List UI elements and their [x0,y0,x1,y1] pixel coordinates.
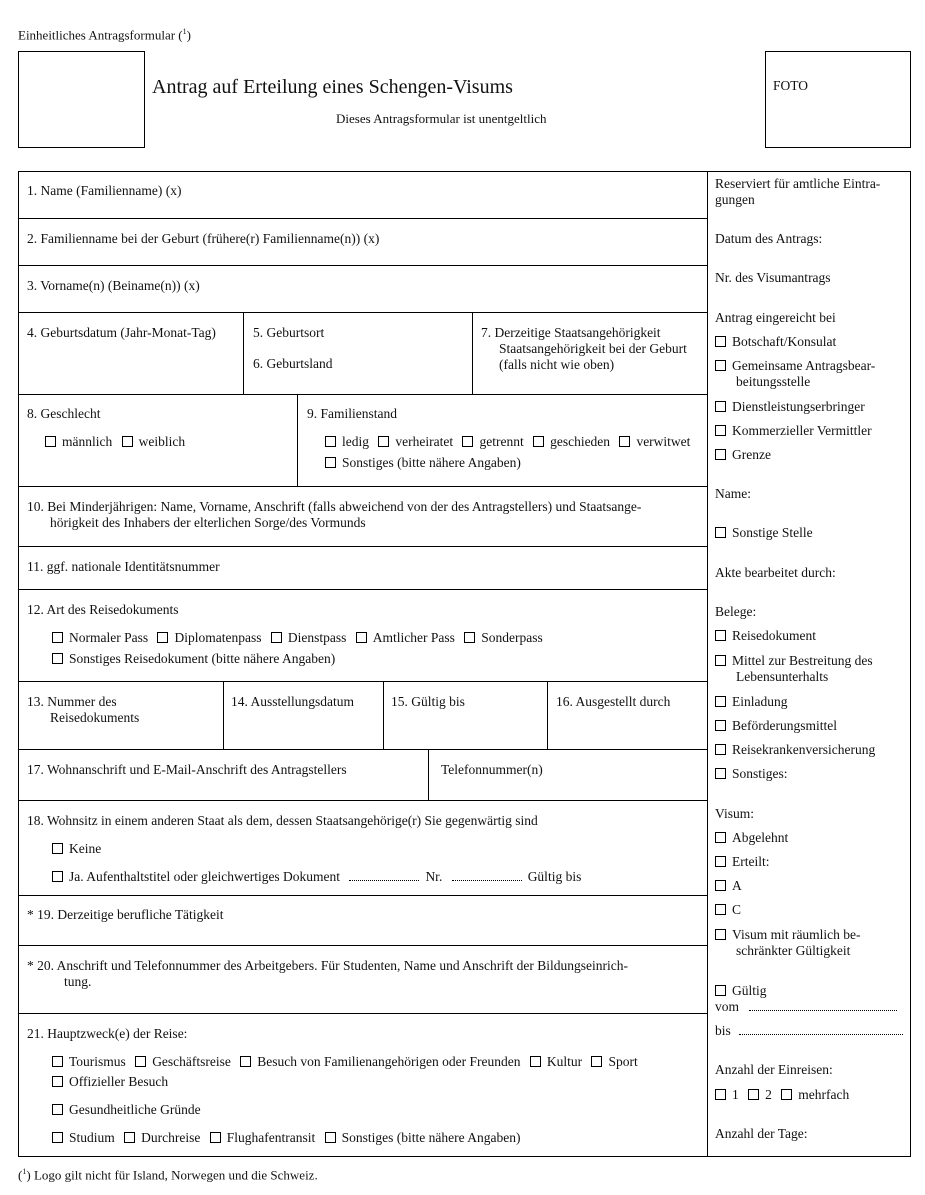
photo-box [765,51,911,148]
travel-doc-checkbox[interactable] [715,630,726,641]
service-pass-checkbox[interactable] [271,632,282,643]
purpose-other-checkbox[interactable] [325,1132,336,1143]
sidebar-common-centre-l2: beitungsstelle [736,374,811,389]
field-20-employer: * 20. Anschrift und Telefonnummer des Arbeitgebers. Für Studenten, Name und Anschrift der Bildungseinrich- [27,958,628,973]
medical-checkbox[interactable] [52,1104,63,1115]
sidebar-visa-c: C [715,902,741,918]
residence-yes-checkbox[interactable] [52,871,63,882]
visa-a-checkbox[interactable] [715,880,726,891]
sidebar-visa-ltv: Visum mit räumlich be- [715,927,861,943]
common-centre-checkbox[interactable] [715,360,726,371]
sidebar-common-centre: Gemeinsame Antragsbear- [715,358,875,374]
purpose-row-3: Gesundheitliche Gründe [52,1102,201,1118]
field-2-birth-name: 2. Familienname bei der Geburt (frühere(r) Familienname(n)) (x) [27,231,380,246]
sidebar-visa-ltv-l2: schränkter Gültigkeit [736,943,851,958]
sidebar-doc-means: Mittel zur Bestreitung des [715,653,873,669]
official-pass-checkbox[interactable] [356,632,367,643]
sidebar-intermediary: Kommerzieller Vermittler [715,423,872,439]
sport-checkbox[interactable] [591,1056,602,1067]
sidebar-reserved: Reserviert für amtliche Eintra- [715,176,881,191]
sidebar-border: Grenze [715,447,771,463]
sidebar-provider: Dienstleistungserbringer [715,399,865,415]
field-14-issue-date: 14. Ausstellungsdatum [231,694,355,709]
field-17-address: 17. Wohnanschrift und E-Mail-Anschrift des Antragstellers [27,762,347,777]
single-checkbox[interactable] [325,436,336,447]
family-visit-checkbox[interactable] [240,1056,251,1067]
marital-other-checkbox[interactable] [325,457,336,468]
other-office-checkbox[interactable] [715,527,726,538]
field-15-valid-until: 15. Gültig bis [391,694,465,709]
field-19-occupation: * 19. Derzeitige berufliche Tätigkeit [27,907,224,922]
doc-type-other: Sonstiges Reisedokument (bitte nähere Angaben) [52,651,335,667]
sidebar-date: Datum des Antrags: [715,231,823,246]
sidebar-file: Akte bearbeitet durch: [715,565,836,580]
logo-placeholder [18,51,145,148]
sidebar-visa-issued: Erteilt: [715,854,770,870]
sidebar-name: Name: [715,486,751,501]
provider-checkbox[interactable] [715,401,726,412]
residence-yes: Ja. Aufenthaltstitel oder gleichwertiges Dokument Nr. Gültig bis [52,869,581,885]
residence-no: Keine [52,841,101,857]
field-21-purpose: 21. Hauptzweck(e) der Reise: [27,1026,188,1041]
field-5-birth-place: 5. Geburtsort [253,325,325,340]
field-6-birth-country: 6. Geburtsland [253,356,333,371]
field-13-doc-number: 13. Nummer des [27,694,117,709]
field-4-birth-date: 4. Geburtsdatum (Jahr-Monat-Tag) [27,325,216,340]
marital-other: Sonstiges (bitte nähere Angaben) [325,455,521,471]
field-16-issued-by: 16. Ausgestellt durch [556,694,671,709]
sidebar-reserved-l2: gungen [715,192,755,207]
entry-2-checkbox[interactable] [748,1089,759,1100]
embassy-checkbox[interactable] [715,336,726,347]
sidebar-valid-to: bis [715,1023,903,1039]
tourism-checkbox[interactable] [52,1056,63,1067]
sidebar-embassy: Botschaft/Konsulat [715,334,836,350]
field-10-line2: hörigkeit des Inhabers der elterlichen Sorge/des Vormunds [50,515,366,530]
footnote: ($^1$) Logo gilt nicht für Island, Norwegen und die Schweiz. [18,1167,318,1183]
form-label: Einheitliches Antragsformular ($^1$) [18,27,191,43]
normal-pass-checkbox[interactable] [52,632,63,643]
field-11-id-number: 11. ggf. nationale Identitätsnummer [27,559,220,574]
purpose-row-4: Studium Durchreise Flughafentransit Sonstiges (bitte nähere Angaben) [52,1130,520,1146]
divorced-checkbox[interactable] [533,436,544,447]
field-1-name: 1. Name (Familienname) (x) [27,183,182,198]
page-title: Antrag auf Erteilung eines Schengen-Visums [152,76,513,98]
sidebar-entries: Anzahl der Einreisen: [715,1062,833,1077]
female-checkbox[interactable] [122,436,133,447]
field-8-sex: 8. Geschlecht [27,406,101,421]
field-20-line2: tung. [64,974,92,989]
sidebar-days: Anzahl der Tage: [715,1126,808,1141]
sidebar-doc-other: Sonstiges: [715,766,788,782]
sidebar-doc-travel: Reisedokument [715,628,816,644]
purpose-row-1: Tourismus Geschäftsreise Besuch von Familienangehörigen oder Freunden Kultur Sport [52,1054,638,1070]
invitation-checkbox[interactable] [715,696,726,707]
issued-checkbox[interactable] [715,856,726,867]
field-18-residence: 18. Wohnsitz in einem anderen Staat als dem, dessen Staatsangehörige(r) Sie gegenwärtig sind [27,813,538,828]
widowed-checkbox[interactable] [619,436,630,447]
sidebar-docs: Belege: [715,604,757,619]
residence-no-checkbox[interactable] [52,843,63,854]
doc-other-checkbox[interactable] [52,653,63,664]
male-checkbox[interactable] [45,436,56,447]
valid-checkbox[interactable] [715,985,726,996]
study-checkbox[interactable] [52,1132,63,1143]
field-3-first-name: 3. Vorname(n) (Beiname(n)) (x) [27,278,200,293]
transport-checkbox[interactable] [715,720,726,731]
sidebar-entry-options: 1 2 mehrfach [715,1087,849,1103]
page-subtitle: Dieses Antragsformular ist unentgeltlich [336,111,547,126]
special-pass-checkbox[interactable] [464,632,475,643]
sidebar-submitted: Antrag eingereicht bei [715,310,836,325]
sidebar-nr: Nr. des Visumantrags [715,270,831,285]
official-visit-checkbox[interactable] [52,1076,63,1087]
airport-transit-checkbox[interactable] [210,1132,221,1143]
sidebar-visa: Visum: [715,806,754,821]
sex-options: männlich weiblich [45,434,191,450]
sidebar-doc-means-l2: Lebensunterhalts [736,669,829,684]
means-checkbox[interactable] [715,655,726,666]
field-7-line2: Staatsangehörigkeit bei der Geburt [499,341,687,356]
sidebar-valid: Gültig [715,983,767,999]
entry-1-checkbox[interactable] [715,1089,726,1100]
insurance-checkbox[interactable] [715,744,726,755]
diplomatic-pass-checkbox[interactable] [157,632,168,643]
ltv-checkbox[interactable] [715,929,726,940]
doc-other-office-checkbox[interactable] [715,768,726,779]
transit-checkbox[interactable] [124,1132,135,1143]
field-9-marital-status: 9. Familienstand [307,406,397,421]
doc-type-options: Normaler Pass Diplomatenpass Dienstpass Amtlicher Pass Sonderpass [52,630,549,646]
photo-label: FOTO [773,78,809,93]
sidebar-visa-a: A [715,878,742,894]
field-17-phone: Telefonnummer(n) [441,762,543,777]
business-checkbox[interactable] [135,1056,146,1067]
sidebar-doc-invitation: Einladung [715,694,788,710]
field-7-line3: (falls nicht wie oben) [499,357,615,372]
sidebar-visa-refused: Abgelehnt [715,830,788,846]
visa-c-checkbox[interactable] [715,904,726,915]
marital-options: ledig verheiratet getrennt geschieden verwitwet [325,434,696,450]
separated-checkbox[interactable] [462,436,473,447]
sidebar-valid-from: vom [715,999,897,1015]
culture-checkbox[interactable] [530,1056,541,1067]
border-checkbox[interactable] [715,449,726,460]
field-10-guardian: 10. Bei Minderjährigen: Name, Vorname, Anschrift (falls abweichend von der des Antragstellers) und Staatsange- [27,499,642,514]
sidebar-divider [707,171,708,1157]
field-13-line2: Reisedokuments [50,710,140,725]
sidebar-doc-transport: Beförderungsmittel [715,718,837,734]
married-checkbox[interactable] [378,436,389,447]
entry-multiple-checkbox[interactable] [781,1089,792,1100]
field-12-doc-type: 12. Art des Reisedokuments [27,602,179,617]
sidebar-doc-insurance: Reisekrankenversicherung [715,742,875,758]
intermediary-checkbox[interactable] [715,425,726,436]
refused-checkbox[interactable] [715,832,726,843]
sidebar-other-office: Sonstige Stelle [715,525,813,541]
purpose-row-2: Offizieller Besuch [52,1074,168,1090]
field-7-nationality: 7. Derzeitige Staatsangehörigkeit [481,325,661,340]
